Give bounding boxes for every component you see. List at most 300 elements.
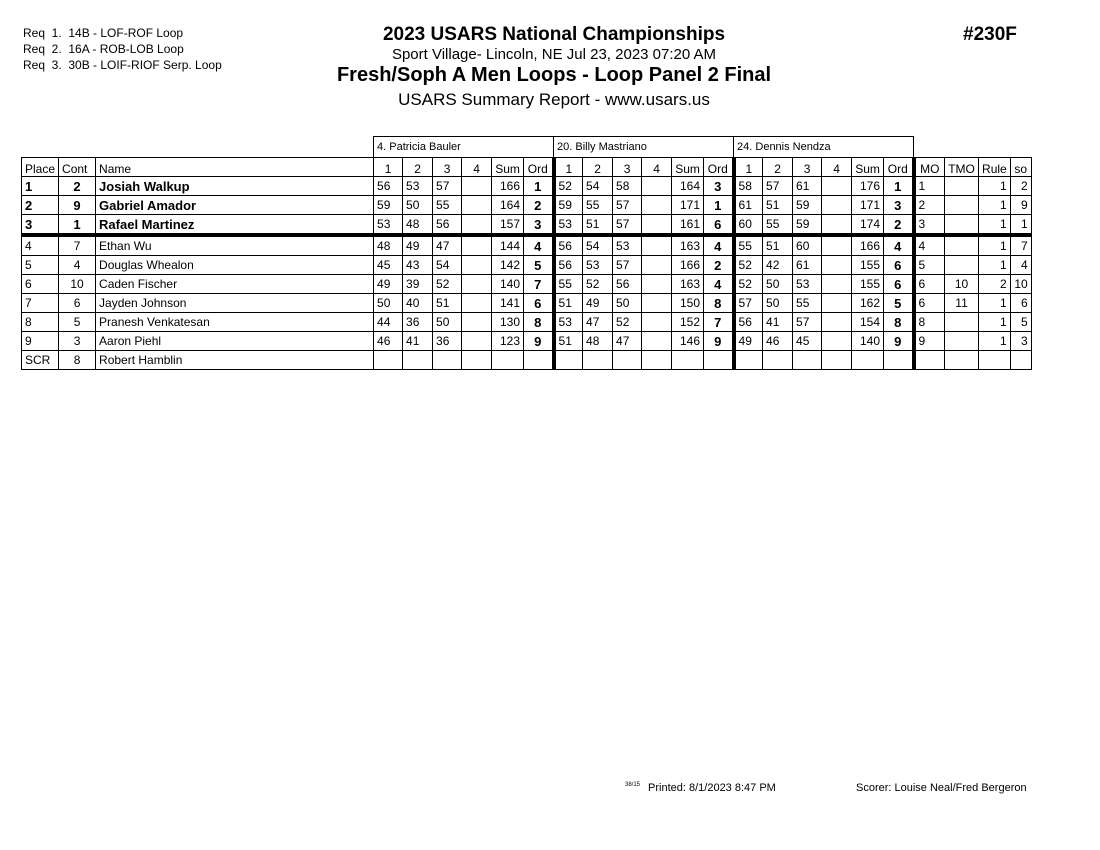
col-mo: MO <box>914 158 945 177</box>
judge-3-score-4-cell <box>822 313 852 332</box>
col-place: Place <box>22 158 59 177</box>
col-judge-3-ord: Ord <box>884 158 914 177</box>
judge-3-score-4-cell <box>822 215 852 236</box>
place-cell: 7 <box>22 294 59 313</box>
judge-2-score-1-cell: 51 <box>554 294 583 313</box>
judge-2-score-4-cell <box>642 177 672 196</box>
judge-1-ordinal-cell: 7 <box>524 275 554 294</box>
mo-cell: 1 <box>914 177 945 196</box>
judge-3-score-1-cell: 60 <box>734 215 763 236</box>
col-judge-3-4: 4 <box>822 158 852 177</box>
col-judge-2-2: 2 <box>583 158 613 177</box>
judge-3-score-1-cell: 57 <box>734 294 763 313</box>
tmo-cell: 10 <box>945 275 979 294</box>
table-row <box>22 294 1032 313</box>
judge-1-score-3-cell: 56 <box>433 215 462 236</box>
judge-1-score-3-cell: 36 <box>433 332 462 351</box>
judge-3-ordinal-cell: 8 <box>884 313 914 332</box>
col-judge-3-1: 1 <box>734 158 763 177</box>
skater-name-cell: Rafael Martinez <box>96 215 374 236</box>
judge-1-ordinal-cell: 1 <box>524 177 554 196</box>
judge-2-score-4-cell <box>642 215 672 236</box>
contestant-number-cell: 2 <box>59 177 96 196</box>
judge-1-score-2-cell: 43 <box>403 256 433 275</box>
judge-3-score-3-cell: 57 <box>793 313 822 332</box>
col-rule: Rule <box>979 158 1011 177</box>
judge-2-score-2-cell: 54 <box>583 235 613 256</box>
judge-3-score-3-cell: 53 <box>793 275 822 294</box>
judge-1-score-2-cell: 49 <box>403 235 433 256</box>
judge-2-score-3-cell: 53 <box>613 235 642 256</box>
judge-2-ordinal-cell: 3 <box>704 177 734 196</box>
judge-3-score-2-cell <box>763 351 793 370</box>
judge-3-score-4-cell <box>822 332 852 351</box>
table-row <box>22 275 1032 294</box>
judge-3-score-4-cell <box>822 235 852 256</box>
judge-2-ordinal-cell: 2 <box>704 256 734 275</box>
contestant-number-cell: 3 <box>59 332 96 351</box>
so-cell: 1 <box>1010 215 1031 236</box>
report-title: USARS Summary Report - www.usars.us <box>398 90 710 109</box>
contestant-number-cell: 5 <box>59 313 96 332</box>
rule-cell <box>979 351 1011 370</box>
rule-cell: 1 <box>979 294 1011 313</box>
judge-1-score-3-cell: 47 <box>433 235 462 256</box>
judge-3-sum-cell: 174 <box>852 215 884 236</box>
so-cell: 2 <box>1010 177 1031 196</box>
judge-3-ordinal-cell: 6 <box>884 256 914 275</box>
judge-2-sum-cell: 150 <box>672 294 704 313</box>
venue-date-line: Sport Village- Lincoln, NE Jul 23, 2023 07:20 AM <box>391 46 717 63</box>
judge-2-sum-cell: 163 <box>672 235 704 256</box>
judge-1-sum-cell: 141 <box>492 294 524 313</box>
col-judge-2-1: 1 <box>554 158 583 177</box>
judge-3-score-1-cell: 56 <box>734 313 763 332</box>
judge-3-score-2-cell: 55 <box>763 215 793 236</box>
judge-1-score-3-cell: 51 <box>433 294 462 313</box>
judge-1-score-1-cell: 50 <box>374 294 403 313</box>
rule-cell: 1 <box>979 177 1011 196</box>
judge-1-score-1-cell: 45 <box>374 256 403 275</box>
judge-3-score-2-cell: 57 <box>763 177 793 196</box>
judge-1-score-1-cell: 49 <box>374 275 403 294</box>
judge-1-sum-cell: 130 <box>492 313 524 332</box>
judge-3-ordinal-cell: 6 <box>884 275 914 294</box>
col-judge-1-3: 3 <box>433 158 462 177</box>
judge-1-score-3-cell: 50 <box>433 313 462 332</box>
contestant-number-cell: 9 <box>59 196 96 215</box>
requirement-2: Req 2. 16A - ROB-LOB Loop <box>23 42 184 56</box>
judge-3-score-3-cell: 45 <box>793 332 822 351</box>
judge-2-score-1-cell: 53 <box>554 215 583 236</box>
judge-1-sum-cell: 164 <box>492 196 524 215</box>
judge-1-score-4-cell <box>462 177 492 196</box>
judge-1-score-4-cell <box>462 294 492 313</box>
rule-cell: 1 <box>979 313 1011 332</box>
event-number: #230F <box>963 24 1017 45</box>
requirement-1: Req 1. 14B - LOF-ROF Loop <box>23 26 184 40</box>
col-so: so <box>1010 158 1031 177</box>
judge-1-score-1-cell: 44 <box>374 313 403 332</box>
skater-name-cell: Josiah Walkup <box>96 177 374 196</box>
col-cont: Cont <box>59 158 96 177</box>
judge-3-score-2-cell: 50 <box>763 275 793 294</box>
judge-3-sum-cell: 154 <box>852 313 884 332</box>
judge-2-sum-cell: 161 <box>672 215 704 236</box>
judge-2-score-2-cell: 55 <box>583 196 613 215</box>
judge-1-score-1-cell: 48 <box>374 235 403 256</box>
judge-3-sum-cell <box>852 351 884 370</box>
judge-1-score-2-cell: 48 <box>403 215 433 236</box>
judge-1-score-3-cell: 54 <box>433 256 462 275</box>
tmo-cell <box>945 256 979 275</box>
contestant-number-cell: 10 <box>59 275 96 294</box>
judge-3-ordinal-cell: 9 <box>884 332 914 351</box>
judge-1-sum-cell: 142 <box>492 256 524 275</box>
judge-2-score-4-cell <box>642 294 672 313</box>
judge-2-score-3-cell: 57 <box>613 215 642 236</box>
judge-1-score-2-cell: 39 <box>403 275 433 294</box>
judge-2-score-2-cell: 51 <box>583 215 613 236</box>
judge-3-score-3-cell: 61 <box>793 256 822 275</box>
judge-2-score-4-cell <box>642 235 672 256</box>
judge-2-score-2-cell: 49 <box>583 294 613 313</box>
judge-1-score-2-cell: 36 <box>403 313 433 332</box>
judge-3-score-4-cell <box>822 294 852 313</box>
so-cell: 9 <box>1010 196 1031 215</box>
judge-1-name: 4. Patricia Bauler <box>374 137 554 158</box>
judge-3-score-2-cell: 46 <box>763 332 793 351</box>
col-judge-1-1: 1 <box>374 158 403 177</box>
table-row <box>22 332 1032 351</box>
judge-2-score-4-cell <box>642 196 672 215</box>
judge-2-score-2-cell: 48 <box>583 332 613 351</box>
judge-2-sum-cell: 164 <box>672 177 704 196</box>
judge-3-score-4-cell <box>822 256 852 275</box>
judge-3-score-1-cell: 61 <box>734 196 763 215</box>
judge-2-sum-cell: 163 <box>672 275 704 294</box>
judge-1-score-4-cell <box>462 275 492 294</box>
judge-1-score-3-cell: 55 <box>433 196 462 215</box>
judge-1-score-2-cell: 50 <box>403 196 433 215</box>
judge-3-score-3-cell: 60 <box>793 235 822 256</box>
judge-1-ordinal-cell: 6 <box>524 294 554 313</box>
table-row <box>22 196 1032 215</box>
so-cell: 5 <box>1010 313 1031 332</box>
judge-1-score-4-cell <box>462 332 492 351</box>
col-judge-2-3: 3 <box>613 158 642 177</box>
judge-1-score-3-cell: 52 <box>433 275 462 294</box>
mo-cell: 3 <box>914 215 945 236</box>
mo-cell: 8 <box>914 313 945 332</box>
contestant-number-cell: 1 <box>59 215 96 236</box>
tmo-cell <box>945 177 979 196</box>
judge-3-ordinal-cell: 2 <box>884 215 914 236</box>
judge-3-score-3-cell: 59 <box>793 196 822 215</box>
place-cell: 2 <box>22 196 59 215</box>
rule-cell: 1 <box>979 235 1011 256</box>
so-cell: 4 <box>1010 256 1031 275</box>
col-judge-1-sum: Sum <box>492 158 524 177</box>
judge-2-ordinal-cell: 9 <box>704 332 734 351</box>
skater-name-cell: Robert Hamblin <box>96 351 374 370</box>
judge-2-score-4-cell <box>642 275 672 294</box>
contestant-number-cell: 7 <box>59 235 96 256</box>
mo-cell: 2 <box>914 196 945 215</box>
judge-2-score-3-cell: 56 <box>613 275 642 294</box>
place-cell: 1 <box>22 177 59 196</box>
judge-3-score-4-cell <box>822 177 852 196</box>
rule-cell: 2 <box>979 275 1011 294</box>
so-cell: 3 <box>1010 332 1031 351</box>
judge-1-ordinal-cell: 4 <box>524 235 554 256</box>
mo-cell: 9 <box>914 332 945 351</box>
place-cell: SCR <box>22 351 59 370</box>
col-judge-2-4: 4 <box>642 158 672 177</box>
judge-1-score-1-cell: 46 <box>374 332 403 351</box>
judge-2-score-1-cell: 56 <box>554 235 583 256</box>
tmo-cell: 11 <box>945 294 979 313</box>
judge-2-sum-cell: 171 <box>672 196 704 215</box>
judge-2-sum-cell <box>672 351 704 370</box>
judge-3-ordinal-cell: 3 <box>884 196 914 215</box>
col-judge-1-2: 2 <box>403 158 433 177</box>
judge-2-score-4-cell <box>642 351 672 370</box>
judge-3-score-3-cell: 55 <box>793 294 822 313</box>
tmo-cell <box>945 332 979 351</box>
place-cell: 9 <box>22 332 59 351</box>
skater-name-cell: Pranesh Venkatesan <box>96 313 374 332</box>
judge-1-ordinal-cell: 2 <box>524 196 554 215</box>
judge-1-ordinal-cell: 8 <box>524 313 554 332</box>
table-row <box>22 235 1032 256</box>
judge-3-sum-cell: 155 <box>852 275 884 294</box>
table-row <box>22 313 1032 332</box>
col-judge-2-sum: Sum <box>672 158 704 177</box>
judge-header-row <box>22 137 1032 158</box>
judge-2-score-3-cell: 58 <box>613 177 642 196</box>
championship-title: 2023 USARS National Championships <box>382 24 726 45</box>
skater-name-cell: Caden Fischer <box>96 275 374 294</box>
judge-3-score-1-cell: 52 <box>734 275 763 294</box>
judge-3-score-3-cell: 61 <box>793 177 822 196</box>
judge-2-score-3-cell: 52 <box>613 313 642 332</box>
col-tmo: TMO <box>945 158 979 177</box>
judge-3-sum-cell: 171 <box>852 196 884 215</box>
rule-cell: 1 <box>979 332 1011 351</box>
judge-1-score-4-cell <box>462 235 492 256</box>
judge-1-score-4-cell <box>462 313 492 332</box>
judge-2-score-1-cell: 55 <box>554 275 583 294</box>
judge-1-ordinal-cell: 5 <box>524 256 554 275</box>
judge-3-score-1-cell: 55 <box>734 235 763 256</box>
judge-1-score-2-cell: 41 <box>403 332 433 351</box>
col-judge-1-4: 4 <box>462 158 492 177</box>
table-row <box>22 351 1032 370</box>
judge-2-score-1-cell: 51 <box>554 332 583 351</box>
judge-2-ordinal-cell: 4 <box>704 275 734 294</box>
so-cell: 10 <box>1010 275 1031 294</box>
judge-1-score-3-cell <box>433 351 462 370</box>
judge-1-score-2-cell: 40 <box>403 294 433 313</box>
judge-1-score-4-cell <box>462 196 492 215</box>
tmo-cell <box>945 196 979 215</box>
col-judge-2-ord: Ord <box>704 158 734 177</box>
judge-3-score-2-cell: 51 <box>763 196 793 215</box>
judge-2-ordinal-cell: 8 <box>704 294 734 313</box>
place-cell: 4 <box>22 235 59 256</box>
printed-timestamp <box>625 782 776 794</box>
skater-name-cell: Jayden Johnson <box>96 294 374 313</box>
judge-2-ordinal-cell: 6 <box>704 215 734 236</box>
judge-3-score-2-cell: 50 <box>763 294 793 313</box>
judge-3-sum-cell: 140 <box>852 332 884 351</box>
contestant-number-cell: 6 <box>59 294 96 313</box>
judge-3-sum-cell: 162 <box>852 294 884 313</box>
scorer-credit: Scorer: Louise Neal/Fred Bergeron <box>856 782 1027 794</box>
judge-2-ordinal-cell: 7 <box>704 313 734 332</box>
judge-3-score-2-cell: 41 <box>763 313 793 332</box>
tmo-cell <box>945 351 979 370</box>
so-cell <box>1010 351 1031 370</box>
contestant-number-cell: 4 <box>59 256 96 275</box>
judge-2-score-3-cell <box>613 351 642 370</box>
judge-1-score-1-cell: 59 <box>374 196 403 215</box>
judge-2-sum-cell: 146 <box>672 332 704 351</box>
mo-cell: 4 <box>914 235 945 256</box>
rule-cell: 1 <box>979 196 1011 215</box>
judge-1-score-4-cell <box>462 256 492 275</box>
judge-1-sum-cell <box>492 351 524 370</box>
mo-cell <box>914 351 945 370</box>
judge-3-score-3-cell <box>793 351 822 370</box>
judge-2-score-1-cell: 56 <box>554 256 583 275</box>
judge-3-score-2-cell: 51 <box>763 235 793 256</box>
judge-2-score-2-cell: 52 <box>583 275 613 294</box>
skater-name-cell: Ethan Wu <box>96 235 374 256</box>
judge-3-score-1-cell: 52 <box>734 256 763 275</box>
skater-name-cell: Douglas Whealon <box>96 256 374 275</box>
judge-2-score-2-cell <box>583 351 613 370</box>
judge-3-score-4-cell <box>822 275 852 294</box>
judge-1-score-1-cell: 53 <box>374 215 403 236</box>
judge-2-ordinal-cell: 1 <box>704 196 734 215</box>
judge-3-score-1-cell <box>734 351 763 370</box>
column-header-row <box>22 158 1032 177</box>
judge-2-sum-cell: 152 <box>672 313 704 332</box>
judge-2-score-1-cell <box>554 351 583 370</box>
judge-2-ordinal-cell <box>704 351 734 370</box>
col-judge-3-2: 2 <box>763 158 793 177</box>
requirement-3: Req 3. 30B - LOIF-RIOF Serp. Loop <box>23 58 222 72</box>
judge-1-sum-cell: 140 <box>492 275 524 294</box>
rule-cell: 1 <box>979 256 1011 275</box>
mo-cell: 6 <box>914 275 945 294</box>
judge-1-score-3-cell: 57 <box>433 177 462 196</box>
col-name: Name <box>96 158 374 177</box>
table-row <box>22 177 1032 196</box>
judge-1-score-2-cell: 53 <box>403 177 433 196</box>
skater-name-cell: Gabriel Amador <box>96 196 374 215</box>
so-cell: 6 <box>1010 294 1031 313</box>
rule-cell: 1 <box>979 215 1011 236</box>
judge-2-ordinal-cell: 4 <box>704 235 734 256</box>
judge-3-ordinal-cell: 1 <box>884 177 914 196</box>
judge-2-score-1-cell: 59 <box>554 196 583 215</box>
place-cell: 8 <box>22 313 59 332</box>
judge-2-score-1-cell: 52 <box>554 177 583 196</box>
judge-1-sum-cell: 123 <box>492 332 524 351</box>
judge-1-sum-cell: 166 <box>492 177 524 196</box>
judge-2-score-1-cell: 53 <box>554 313 583 332</box>
judge-2-score-2-cell: 54 <box>583 177 613 196</box>
tmo-cell <box>945 215 979 236</box>
printed-text: Printed: 8/1/2023 8:47 PM <box>648 782 776 794</box>
judge-2-name: 20. Billy Mastriano <box>554 137 734 158</box>
judge-1-ordinal-cell <box>524 351 554 370</box>
col-judge-1-ord: Ord <box>524 158 554 177</box>
judge-2-score-3-cell: 57 <box>613 256 642 275</box>
judge-3-score-2-cell: 42 <box>763 256 793 275</box>
judge-1-score-2-cell <box>403 351 433 370</box>
place-cell: 3 <box>22 215 59 236</box>
mo-cell: 6 <box>914 294 945 313</box>
contestant-number-cell: 8 <box>59 351 96 370</box>
mo-cell: 5 <box>914 256 945 275</box>
judge-3-score-1-cell: 49 <box>734 332 763 351</box>
tiny-mark: 38/15 <box>625 782 641 788</box>
judge-1-sum-cell: 157 <box>492 215 524 236</box>
judge-1-score-4-cell <box>462 351 492 370</box>
judge-2-sum-cell: 166 <box>672 256 704 275</box>
judge-2-score-4-cell <box>642 256 672 275</box>
judge-3-score-1-cell: 58 <box>734 177 763 196</box>
judge-2-score-3-cell: 47 <box>613 332 642 351</box>
judge-2-score-2-cell: 47 <box>583 313 613 332</box>
judge-3-score-4-cell <box>822 196 852 215</box>
judge-3-name: 24. Dennis Nendza <box>734 137 914 158</box>
table-row <box>22 215 1032 236</box>
judge-3-ordinal-cell <box>884 351 914 370</box>
tmo-cell <box>945 313 979 332</box>
judge-1-score-4-cell <box>462 215 492 236</box>
judge-3-score-3-cell: 59 <box>793 215 822 236</box>
judge-2-score-4-cell <box>642 332 672 351</box>
tmo-cell <box>945 235 979 256</box>
results-table <box>21 136 1032 370</box>
col-judge-3-3: 3 <box>793 158 822 177</box>
event-title: Fresh/Soph A Men Loops - Loop Panel 2 Final <box>336 64 772 86</box>
judge-1-ordinal-cell: 3 <box>524 215 554 236</box>
judge-1-sum-cell: 144 <box>492 235 524 256</box>
judge-2-score-3-cell: 50 <box>613 294 642 313</box>
judge-1-ordinal-cell: 9 <box>524 332 554 351</box>
judge-3-sum-cell: 176 <box>852 177 884 196</box>
judge-3-ordinal-cell: 5 <box>884 294 914 313</box>
judge-1-score-1-cell <box>374 351 403 370</box>
judge-3-sum-cell: 155 <box>852 256 884 275</box>
judge-3-ordinal-cell: 4 <box>884 235 914 256</box>
judge-2-score-2-cell: 53 <box>583 256 613 275</box>
judge-1-score-1-cell: 56 <box>374 177 403 196</box>
table-row <box>22 256 1032 275</box>
skater-name-cell: Aaron Piehl <box>96 332 374 351</box>
judge-2-score-3-cell: 57 <box>613 196 642 215</box>
judge-3-score-4-cell <box>822 351 852 370</box>
place-cell: 5 <box>22 256 59 275</box>
so-cell: 7 <box>1010 235 1031 256</box>
judge-2-score-4-cell <box>642 313 672 332</box>
